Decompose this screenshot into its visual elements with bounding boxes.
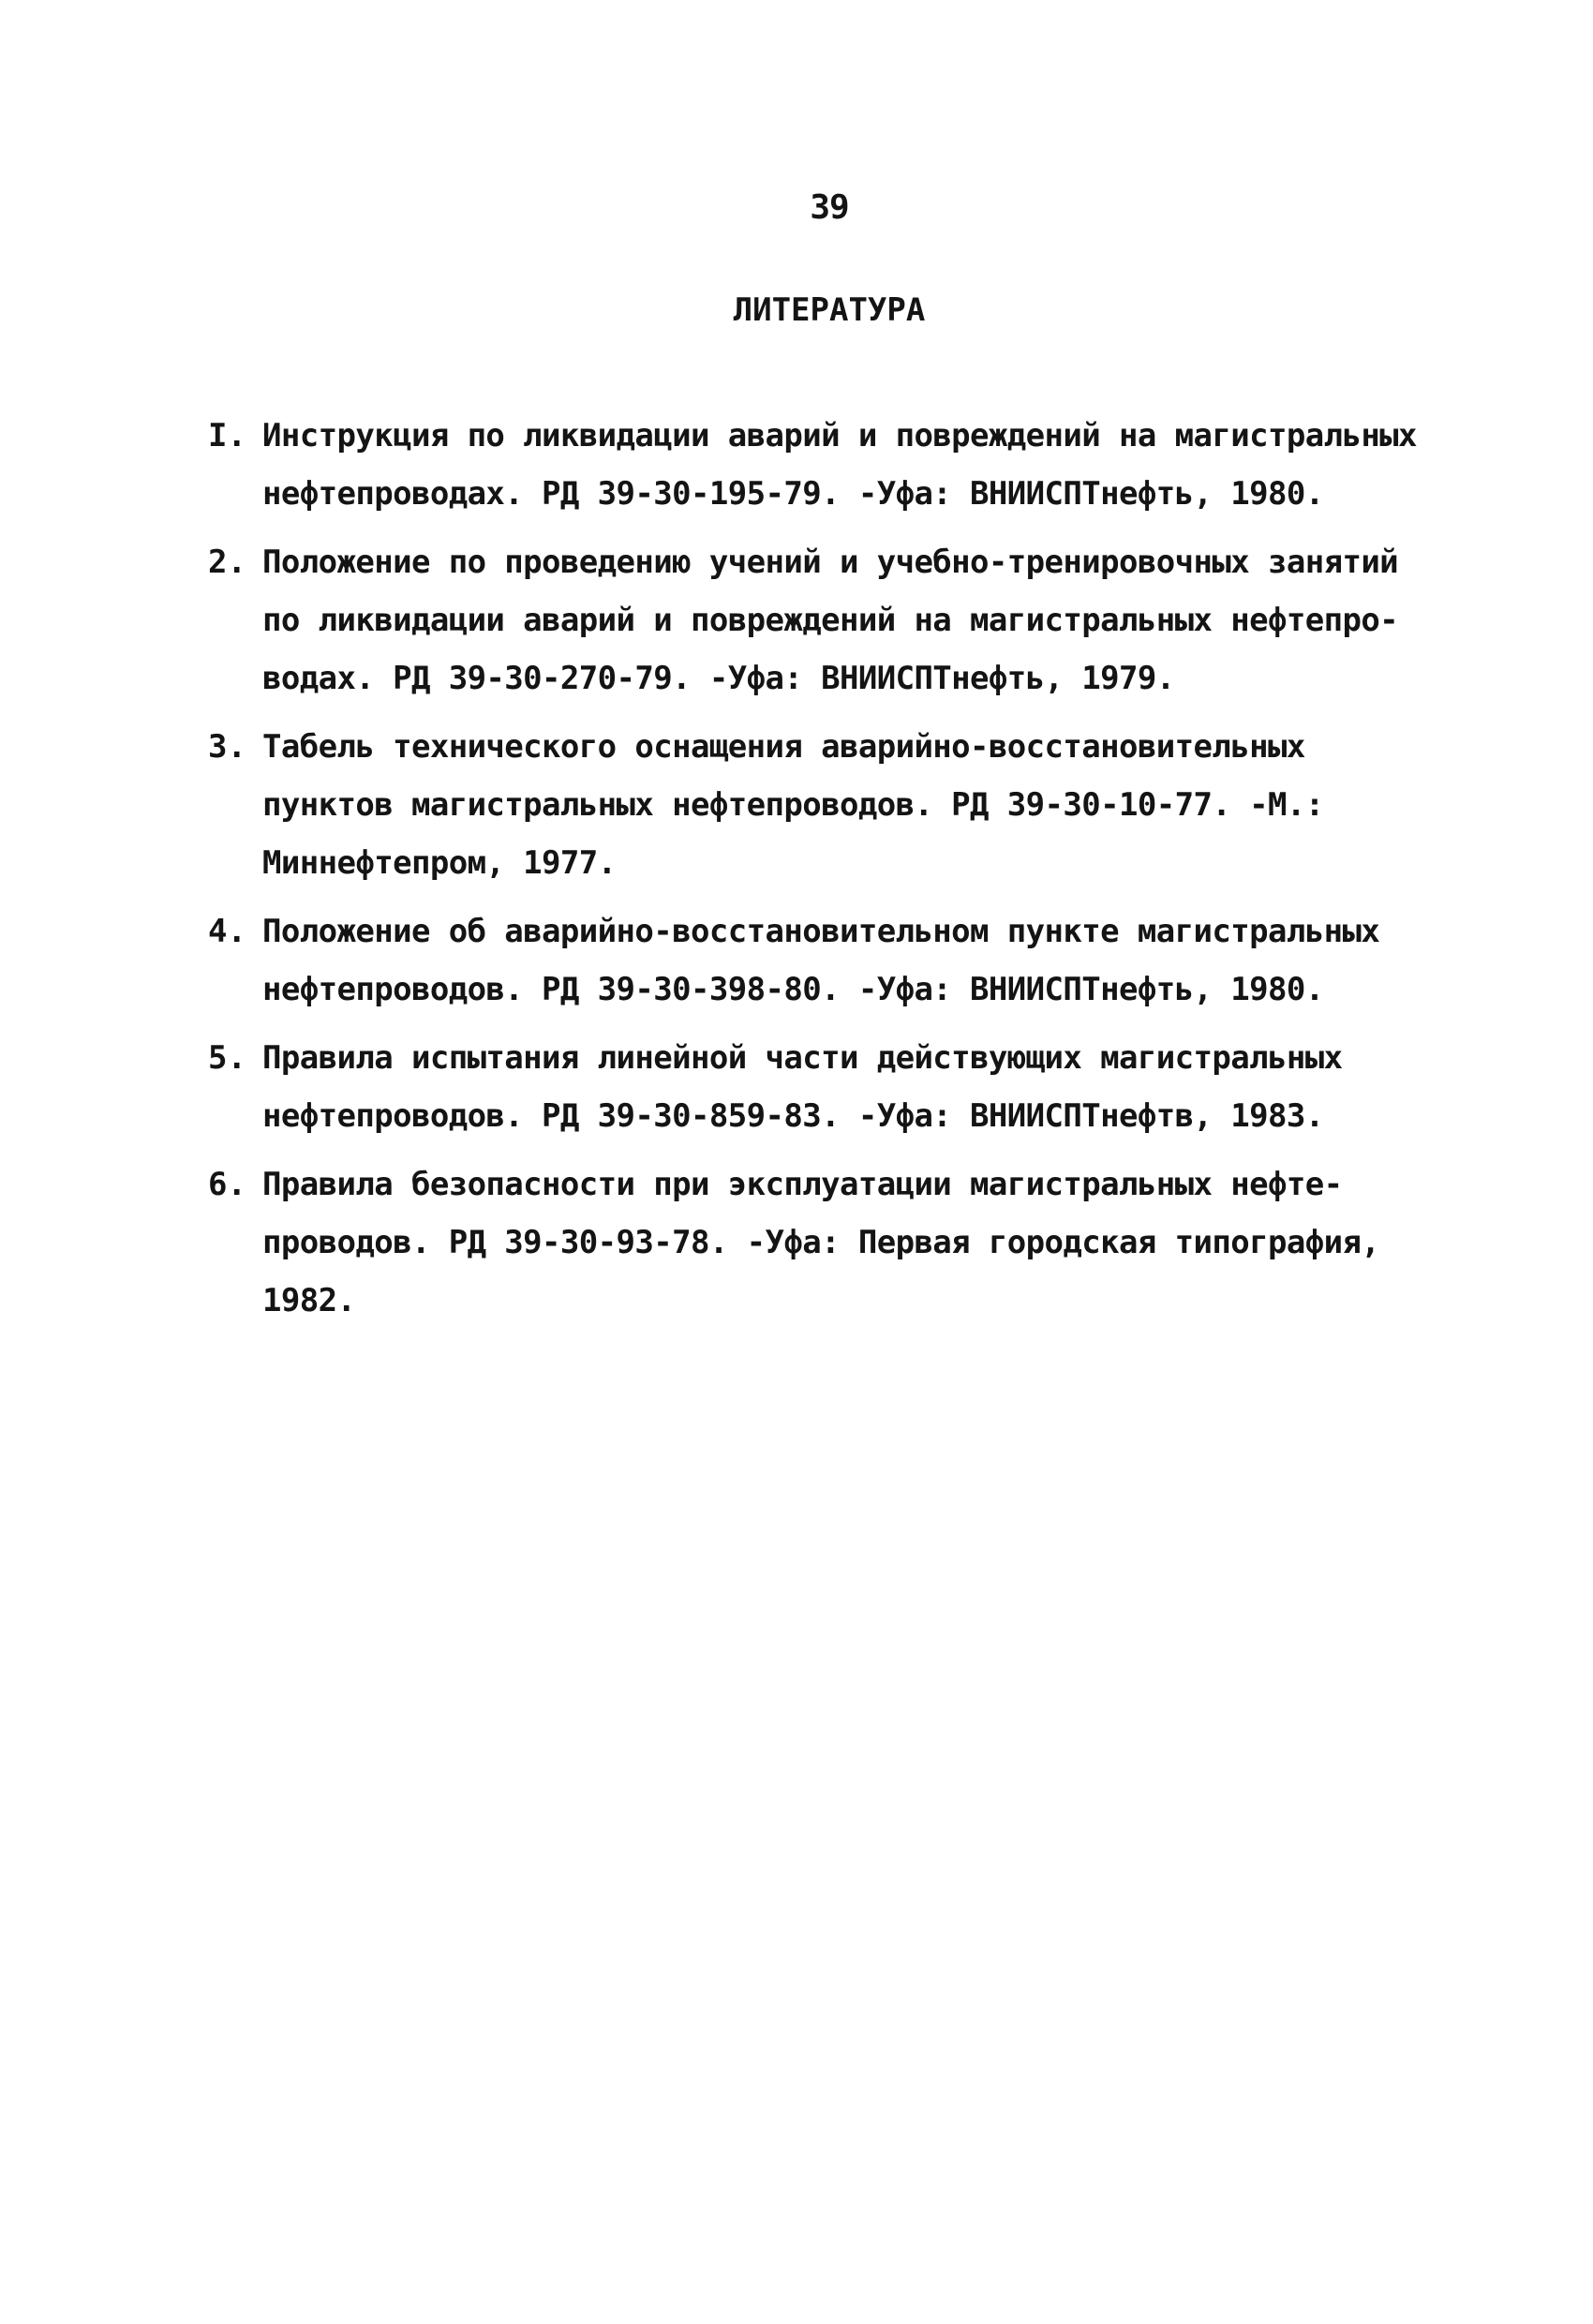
reference-line: пунктов магистральных нефтепроводов. РД 39-30-10-77. -М.:: [262, 786, 1324, 824]
reference-item: [208, 902, 1426, 1019]
reference-line: по ликвидации аварий и повреждений на магистральных нефтепро-: [262, 602, 1399, 639]
reference-line: нефтепроводах. РД 39-30-195-79. -Уфа: ВНИИСПТнефть, 1980.: [262, 475, 1324, 513]
reference-line: 1982.: [262, 1282, 356, 1319]
reference-item: [208, 718, 1426, 892]
reference-line: водах. РД 39-30-270-79. -Уфа: ВНИИСПТнефть, 1979.: [262, 660, 1175, 697]
reference-number: 3.: [208, 728, 246, 766]
reference-line: Табель технического оснащения аварийно-восстановительных: [262, 728, 1305, 766]
reference-list: [208, 407, 1426, 1340]
reference-line: проводов. РД 39-30-93-78. -Уфа: Первая городская типография,: [262, 1224, 1380, 1261]
reference-line: Инструкция по ликвидации аварий и повреждений на магистральных: [262, 417, 1417, 454]
reference-line: нефтепроводов. РД 39-30-398-80. -Уфа: ВНИИСПТнефть, 1980.: [262, 971, 1324, 1008]
page-title: ЛИТЕРАТУРА: [733, 291, 926, 329]
reference-line: Миннефтепром, 1977.: [262, 844, 617, 882]
reference-line: нефтепроводов. РД 39-30-859-83. -Уфа: ВНИИСПТнефтв, 1983.: [262, 1097, 1324, 1135]
reference-number: 6.: [208, 1166, 246, 1203]
reference-item: [208, 407, 1426, 523]
reference-number: 2.: [208, 544, 246, 581]
reference-line: Правила безопасности при эксплуатации магистральных нефте-: [262, 1166, 1343, 1203]
page-number: 39: [810, 188, 849, 227]
reference-line: Положение об аварийно-восстановительном пункте магистральных: [262, 913, 1380, 950]
reference-item: [208, 1029, 1426, 1145]
reference-number: 4.: [208, 913, 246, 950]
reference-line: Положение по проведению учений и учебно-тренировочных занятий: [262, 544, 1399, 581]
reference-number: I.: [208, 417, 246, 454]
reference-number: 5.: [208, 1039, 246, 1077]
reference-item: [208, 533, 1426, 708]
reference-line: Правила испытания линейной части действующих магистральных: [262, 1039, 1343, 1077]
reference-item: [208, 1155, 1426, 1330]
